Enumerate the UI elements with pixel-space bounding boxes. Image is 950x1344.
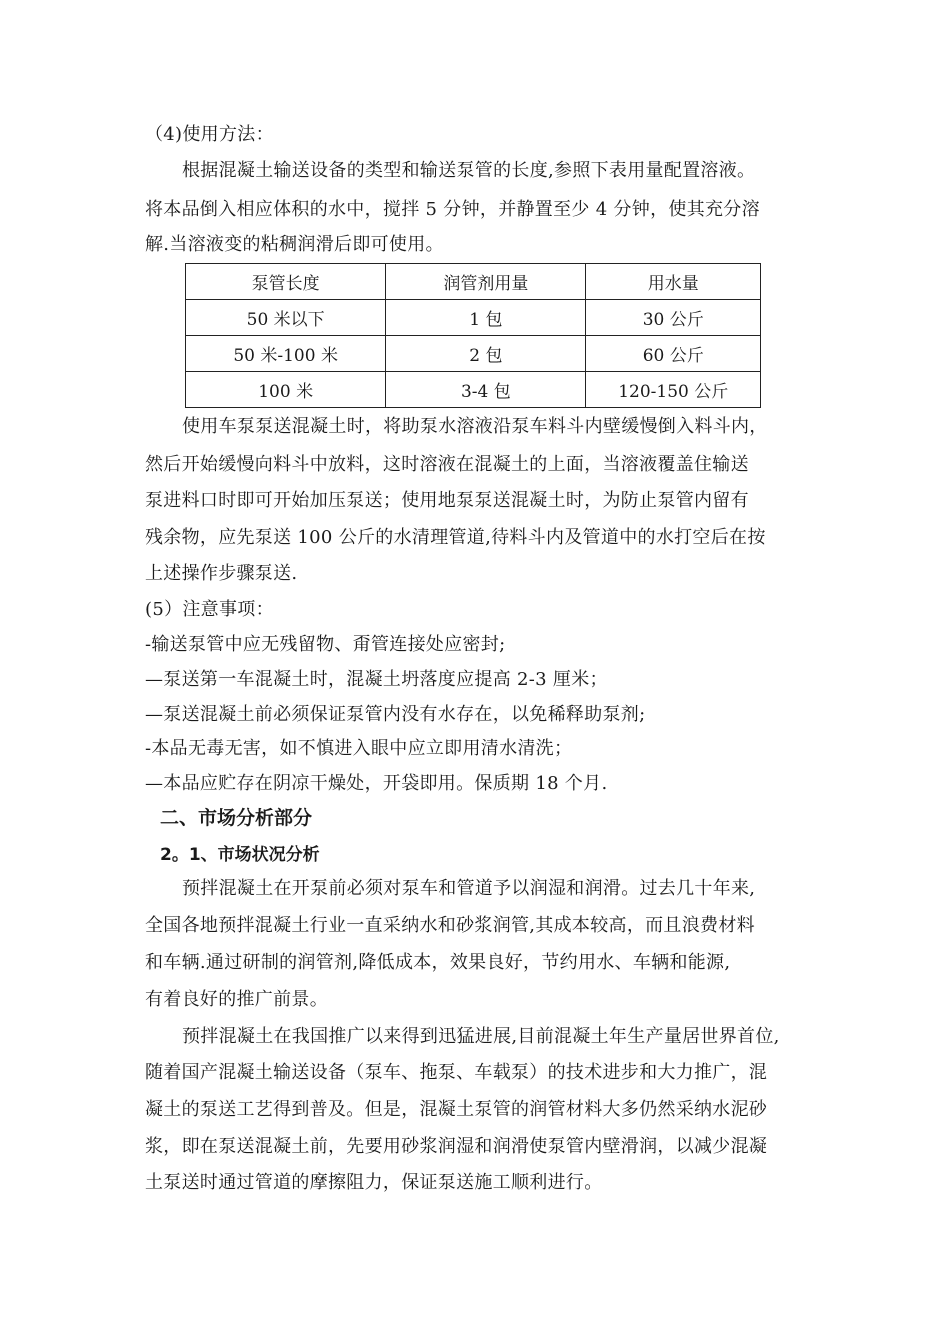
market-p1-line-3: 和车辆.通过研制的润管剂,降低成本，效果良好，节约用水、车辆和能源, xyxy=(145,952,731,973)
pump-line-4: 残余物，应先泵送 100 公斤的水清理管道,待料斗内及管道中的水打空后在按 xyxy=(145,527,766,548)
market-p2-line-3: 凝土的泵送工艺得到普及。但是，混凝土泵管的润管材料大多仍然采纳水泥砂 xyxy=(145,1099,768,1120)
pump-line-1: 使用车泵泵送混凝土时，将助泵水溶液沿泵车料斗内壁缓慢倒入料斗内， xyxy=(182,416,768,437)
usage-line-1: 根据混凝土输送设备的类型和输送泵管的长度,参照下表用量配置溶液。 xyxy=(182,160,756,181)
market-p2-line-4: 浆，即在泵送混凝土前，先要用砂浆润湿和润滑使泵管内壁滑润，以减少混凝 xyxy=(145,1136,768,1157)
table-cell: 60 公斤 xyxy=(586,336,761,372)
note-item: —泵送第一车混凝土时，混凝土坍落度应提高 2-3 厘米； xyxy=(145,669,608,690)
market-p1-line-4: 有着良好的推广前景。 xyxy=(145,989,328,1010)
table-cell: 50 米以下 xyxy=(186,300,386,336)
table-header-row xyxy=(186,264,761,300)
table-row xyxy=(186,372,761,408)
table-cell: 2 包 xyxy=(386,336,586,372)
table-cell: 50 米-100 米 xyxy=(186,336,386,372)
table-cell: 100 米 xyxy=(186,372,386,408)
usage-line-3: 解.当溶液变的粘稠润滑后即可使用。 xyxy=(145,234,444,255)
table-cell: 120-150 公斤 xyxy=(586,372,761,408)
table-row xyxy=(186,300,761,336)
table-cell: 1 包 xyxy=(386,300,586,336)
market-p2-line-1: 预拌混凝土在我国推广以来得到迅猛进展,目前混凝土年生产量居世界首位, xyxy=(182,1026,780,1047)
note-item: —本品应贮存在阴凉干燥处，开袋即用。保质期 18 个月. xyxy=(145,773,608,794)
notes-heading: (5）注意事项： xyxy=(145,599,274,620)
table-row xyxy=(186,336,761,372)
section-2-1-title: 2。1、市场状况分析 xyxy=(160,845,320,865)
header-water: 用水量 xyxy=(586,264,761,300)
section-2-title: 二、市场分析部分 xyxy=(160,807,313,829)
note-item: -本品无毒无害，如不慎进入眼中应立即用清水清洗； xyxy=(145,738,573,759)
usage-heading: （4)使用方法： xyxy=(145,124,274,145)
table-cell: 3-4 包 xyxy=(386,372,586,408)
note-item: -输送泵管中应无残留物、甭管连接处应密封; xyxy=(145,634,506,655)
table-cell: 30 公斤 xyxy=(586,300,761,336)
market-p2-line-2: 随着国产混凝土输送设备（泵车、拖泵、车载泵）的技术进步和大力推广，混 xyxy=(145,1062,768,1083)
header-pipe-length: 泵管长度 xyxy=(186,264,386,300)
usage-line-2: 将本品倒入相应体积的水中，搅拌 5 分钟，并静置至少 4 分钟，使其充分溶 xyxy=(145,199,760,220)
market-p1-line-1: 预拌混凝土在开泵前必须对泵车和管道予以润湿和润滑。过去几十年来, xyxy=(182,878,756,899)
pump-line-3: 泵进料口时即可开始加压泵送；使用地泵泵送混凝土时，为防止泵管内留有 xyxy=(145,490,749,511)
note-item: —泵送混凝土前必须保证泵管内没有水存在，以免稀释助泵剂; xyxy=(145,704,646,725)
header-dosage: 润管剂用量 xyxy=(386,264,586,300)
pump-line-2: 然后开始缓慢向料斗中放料，这时溶液在混凝土的上面，当溶液覆盖住输送 xyxy=(145,454,749,475)
dosage-table xyxy=(185,263,761,408)
market-p1-line-2: 全国各地预拌混凝土行业一直采纳水和砂浆润管,其成本较高，而且浪费材料 xyxy=(145,915,755,936)
pump-line-5: 上述操作步骤泵送. xyxy=(145,563,298,584)
market-p2-line-5: 土泵送时通过管道的摩擦阻力，保证泵送施工顺利进行。 xyxy=(145,1172,603,1193)
